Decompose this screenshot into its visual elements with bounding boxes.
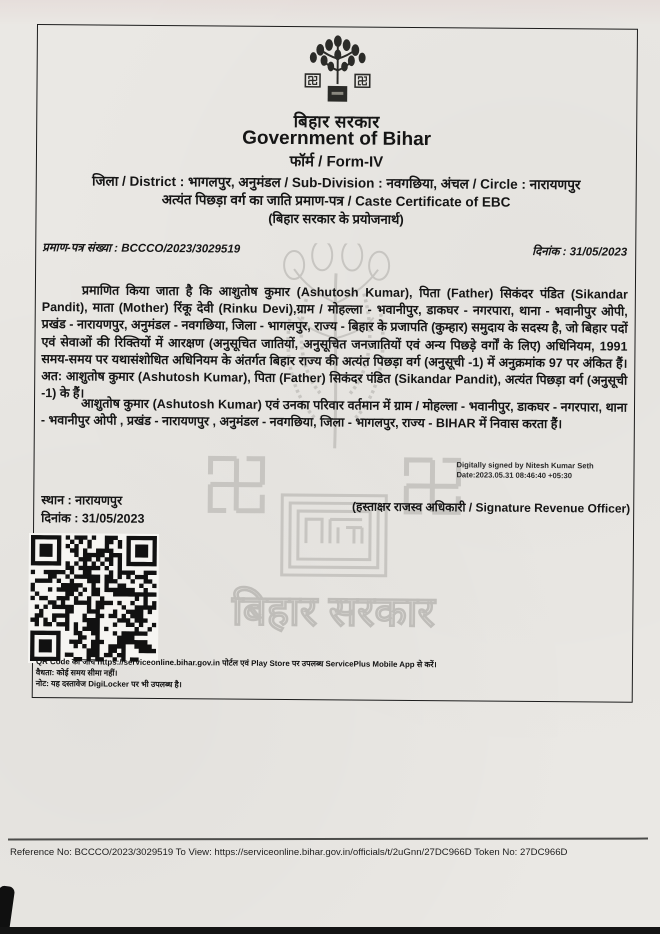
emblem-swastika-right	[355, 74, 370, 87]
footer-notes	[36, 657, 437, 693]
footer-separator-line	[8, 838, 648, 840]
watermark-text: बिहार सरकार	[231, 586, 435, 636]
certificate-title: अत्यंत पिछड़ा वर्ग का जाति प्रमाण-पत्र / Caste Certificate of EBC	[161, 191, 511, 210]
certificate-body-paragraph-1: प्रमाणित किया जाता है कि आशुतोष कुमार (Ashutosh Kumar), पिता (Father) सिकंदर पंडित (Sikandar Pandit), माता (Mother) रिंकू देवी (Rinku Devi),ग्राम / मोहल्ला - भवानीपुर, डाकघर - नगरपारा, थाना - भवानीपुर ओपी, प्रखंड - नारायणपुर, अनुमंडल - नवगछिया, जिला - भागलपुर, राज्य - बिहार के प्रजापति (कुम्हार) समुदाय के सदस्य है, जो बिहार पदों एवं सेवाओं की रिक्तियों में आरक्षण (अनुसूचित जातियों, अनुसूचित जनजातियों एवं अन्य पिछड़े वर्गों के लिए) अधिनियम, 1991 समय-समय पर यथासंशोधित अधिनियम के अंतर्गत बिहार राज्य की अत्यंत पिछड़ा वर्ग (अनुसूची -1) में अनुक्रमांक 97 पर अंकित हैं। अत: आशुतोष कुमार (Ashutosh Kumar), पिता (Father) सिकंदर पंडित (Sikandar Pandit), अत्यंत पिछड़ा वर्ग (अनुसूची -1) के हैं।	[41, 283, 628, 401]
note-validity: वैधता: कोई समय सीमा नहीं।	[35, 667, 118, 678]
form-number: फॉर्म / Form-IV	[289, 152, 384, 171]
certificate-body-paragraph-2: आशुतोष कुमार (Ashutosh Kumar) एवं उनका परिवार वर्तमान में ग्राम / मोहल्ला - भवानीपुर, डाकघर - नगरपारा, थाना - भवानीपुर ओपी , प्रखंड - नारायणपुर , अनुमंडल - नवगछिया, जिला - भागलपुर, राज्य - BIHAR में निवास करता हैं।	[40, 396, 628, 432]
certificate-date: दिनांक : 31/05/2023	[532, 245, 628, 259]
reference-number-line: Reference No: BCCCO/2023/3029519 To View: https://serviceonline.bihar.gov.in/officials/t/2uGnn/27DC966D Token No: 27DC966D	[10, 847, 568, 858]
issue-date: दिनांक : 31/05/2023	[41, 511, 145, 526]
purpose-line: (बिहार सरकार के प्रयोजनार्थ)	[268, 210, 404, 227]
digital-signature-line1: Digitally signed by Nitesh Kumar Seth	[456, 460, 594, 471]
scan-edge-bottom	[0, 927, 660, 934]
qr-code	[28, 533, 159, 664]
bihar-emblem-icon	[292, 33, 383, 112]
issue-place: स्थान : नारायणपुर	[41, 493, 123, 508]
digital-signature-block	[456, 460, 593, 480]
government-name-hindi: बिहार सरकार	[293, 112, 380, 132]
district-subdivision-circle-line: जिला / District : भागलपुर, अनुमंडल / Sub-Division : नवगछिया, अंचल / Circle : नारायणपुर	[92, 173, 581, 193]
certificate-number: प्रमाण-पत्र संख्या : BCCCO/2023/3029519	[42, 242, 241, 256]
note-qr-verification: QR Code की जाँच https://serviceonline.bihar.gov.in पोर्टल एवं Play Store पर उपलब्ध ServicePlus Mobile App से करें।	[35, 657, 437, 670]
certificate-border-box	[32, 24, 638, 703]
government-name-english: Government of Bihar	[242, 127, 432, 151]
signature-revenue-officer-line: (हस्ताक्षर राजस्व अधिकारी / Signature Revenue Officer)	[352, 499, 631, 516]
note-digilocker: नोट: यह दस्तावेज DigiLocker पर भी उपलब्ध है।	[35, 678, 182, 689]
emblem-swastika-left	[305, 74, 320, 87]
digital-signature-line2: Date:2023.05.31 08:46:40 +05:30	[456, 469, 572, 480]
certificate-meta-row	[42, 240, 627, 260]
